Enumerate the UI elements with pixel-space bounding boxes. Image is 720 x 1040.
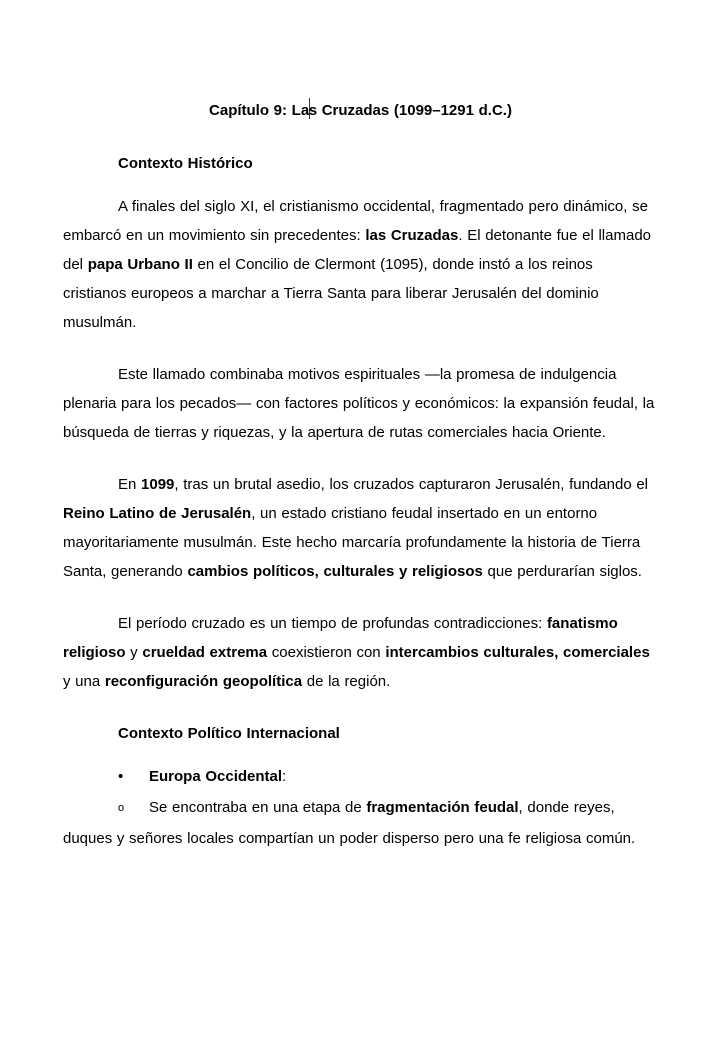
paragraph[interactable] — [63, 609, 658, 696]
bold-text-run: Europa Occidental — [149, 768, 283, 785]
paragraph[interactable] — [63, 192, 658, 337]
text-run: en el Concilio de Clermont (1095), donde instó a los reinos cristianos europeos a marchar a Tierra Santa para liberar Jerusalén del dominio musulmán. — [63, 256, 599, 331]
text-run: y — [125, 644, 143, 661]
bold-text-run: Reino Latino de Jerusalén — [63, 505, 252, 522]
bold-text-run: s Cruzadas (1099–1291 d.C.) — [308, 102, 512, 119]
text-run: coexistieron con — [267, 644, 386, 661]
paragraph[interactable] — [63, 360, 658, 447]
bullet-item[interactable] — [63, 793, 658, 853]
text-run: Se encontraba en una etapa de — [149, 799, 367, 816]
bold-text-run: crueldad extrema — [142, 644, 268, 661]
text-run: Este llamado combinaba motivos espirituales —la promesa de indulgencia plenaria para los pecados— con factores políticos y económicos: la expansión feudal, la búsqueda de tierras y riquezas, y la apertura de rutas comerciales hacia Oriente. — [63, 366, 655, 441]
bold-text-run: las Cruzadas — [365, 227, 459, 244]
bold-text-run: papa Urbano II — [87, 256, 193, 273]
paragraph[interactable] — [63, 470, 658, 586]
text-run: y una — [63, 673, 105, 690]
text-run: El período cruzado es un tiempo de profundas contradicciones: — [118, 615, 547, 632]
bold-text-run: Contexto Histórico — [118, 155, 253, 172]
bold-text-run: Capítulo 9: La — [209, 102, 310, 119]
bold-text-run: reconfiguración geopolítica — [104, 673, 303, 690]
text-run: A finales del siglo XI, el cristianismo occidental, fragmentado pero dinámico, se embarcó en un movimiento sin precedentes: — [63, 198, 648, 244]
bullet-item[interactable] — [63, 762, 658, 791]
text-run: de la región. — [302, 673, 391, 690]
text-run: . El detonante fue el llamado del — [63, 227, 652, 273]
text-run: , tras un brutal asedio, los cruzados capturaron Jerusalén, fundando el — [174, 476, 649, 493]
bold-text-run: cambios políticos, culturales y religiosos — [187, 563, 483, 580]
text-run: , un estado cristiano feudal insertado en un entorno mayoritariamente musulmán. Este hecho marcaría profundamente la historia de Tierra Santa, generando — [63, 505, 641, 580]
bold-text-run: fanatismo religioso — [63, 615, 618, 661]
circle-bullet-icon: o — [118, 802, 125, 814]
section-heading[interactable] — [63, 149, 658, 178]
bold-text-run: fragmentación feudal — [366, 799, 519, 816]
text-run: , donde reyes, duques y señores locales compartían un poder disperso pero una fe religiosa común. — [63, 799, 636, 847]
bold-text-run: Contexto Político Internacional — [118, 725, 340, 742]
bold-text-run: 1099 — [141, 476, 175, 493]
bold-text-run: intercambios culturales, comerciales — [385, 644, 650, 661]
document-title[interactable] — [63, 96, 658, 125]
text-run: : — [282, 768, 287, 785]
disc-bullet-icon: • — [118, 768, 124, 785]
text-run: que perdurarían siglos. — [482, 563, 642, 580]
section-heading[interactable] — [63, 719, 658, 748]
text-run: En — [118, 476, 142, 493]
